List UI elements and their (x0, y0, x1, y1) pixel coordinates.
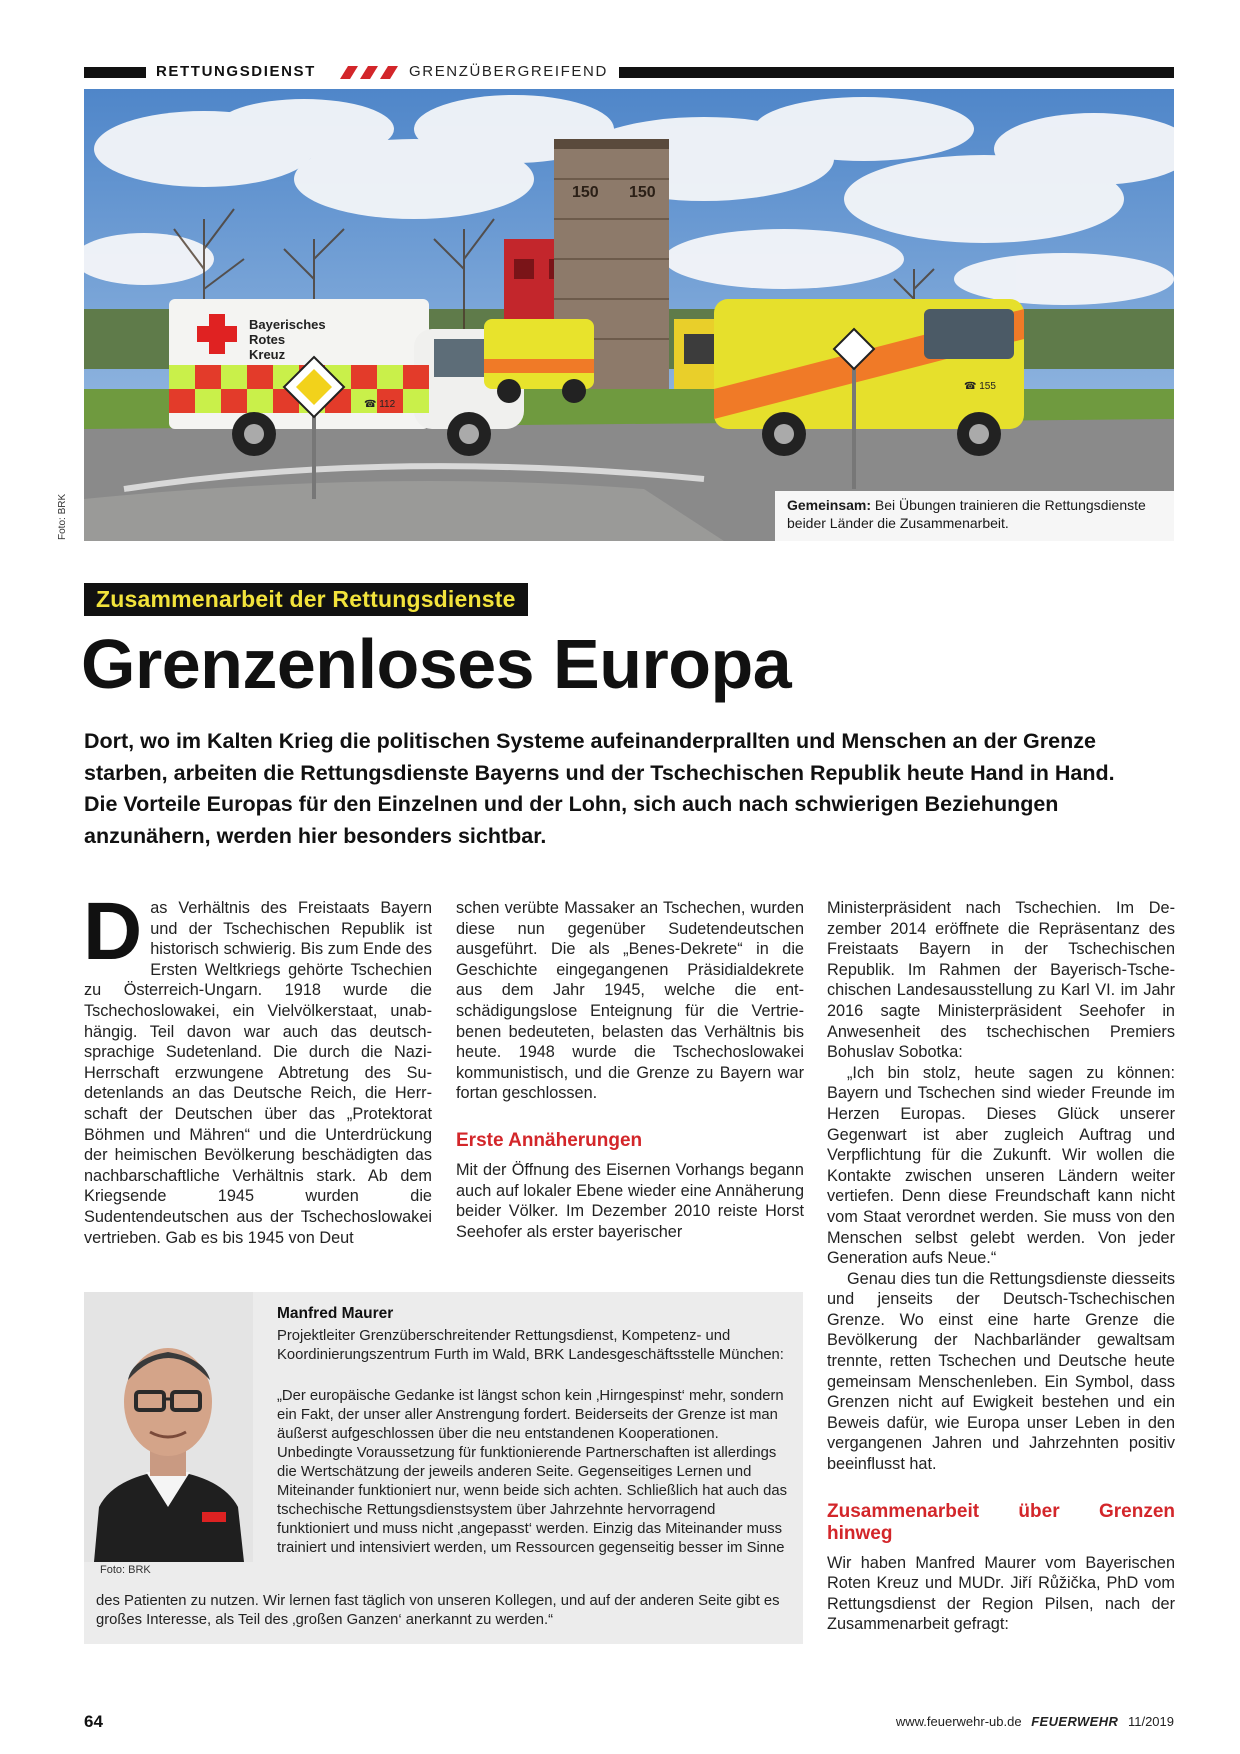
section-label: RETTUNGSDIENST (156, 63, 316, 80)
quote-text-block (277, 1304, 789, 1558)
tower-number-left: 150 (572, 184, 599, 201)
vehicle-label-line2: Rotes (249, 332, 286, 347)
column-3-text-1: Ministerpräsident nach Tschechien. Im Dezember 2014 eröffnete die Repräsentanz des Freistaats Bayern in der Tschechischen Republik. Im Rahmen der Bayerisch-Tschechischen Landesausstellung zu Karl VI. im Jahr 2016 sagte Ministerpräsident Seehofer in Anwesenheit des tschechischen Premiers Bohuslav Sobotka: (827, 899, 1175, 1062)
column-3-text-4: Wir haben Manfred Maurer vom Bayerischen Roten Kreuz und MUDr. Jiří Růžička, PhD vom Rettungsdienst der Region Pilsen, nach der Zusammenarbeit gefragt: (827, 1553, 1175, 1634)
quote-box (84, 1292, 803, 1644)
footer-url: www.feuerwehr-ub.de (895, 1714, 1022, 1729)
column-3-text-3: Genau dies tun die Rettungsdienste diesseits und jenseits der Deutsch-Tschechischen Grenze. Wo einst eine harte Grenze die Bevölkerung der Nachbarländer gewaltsam trennte, retten Tschechen und Deutsche heute gemeinsam Menschenleben. Ein Symbol, dass Grenzen nicht auf Ewigkeit bestehen und ein Beweis dafür, wie Europa unser Leben in den vergangenen Jahren und Jahrzehnten positiv beeinflusst hat. (827, 1269, 1175, 1474)
drop-cap: D (83, 886, 143, 977)
photo-caption (775, 491, 1174, 541)
tower-number-right: 150 (629, 184, 656, 201)
header-right-bar (619, 67, 1174, 78)
vehicle-label-line3: Kreuz (249, 347, 286, 362)
portrait-credit: Foto: BRK (100, 1564, 151, 1576)
header-left-bar (84, 67, 146, 78)
hero-photo (84, 89, 1174, 541)
article-column-2 (456, 898, 804, 1242)
seehofer-quote: „Ich bin stolz, heute sagen zu können: Bayern und Tschechen sind wieder Freunde im Herzen Europas. Dieses Glück unserer Gegenwart ist aber zugleich Auftrag und Verpflichtung für die Zukunft. Wir wollen die Kontakte zwischen unseren Ländern weiter vertiefen. Denn diese Freundschaft kann nicht vom Staat verordnet werden. Sie muss von den Menschen selbst gelebt werden. Von jeder Generation aufs Neue.“ (827, 1063, 1175, 1268)
caption-bold: Gemeinsam: (787, 497, 872, 513)
page-number: 64 (84, 1712, 103, 1731)
article-title: Grenzenloses Europa (81, 625, 792, 703)
quote-body-tail: des Patienten zu nutzen. Wir lernen fast täglich von unseren Kollegen, und auf der anderen Seite gibt es großes Interesse, als Teil des ‚großen Ganzen‘ anerkannt zu werden.“ (96, 1593, 780, 1628)
footer-issue: 11/2019 (1127, 1714, 1174, 1729)
section-header (84, 62, 1174, 82)
column-1-text: as Verhältnis des Freistaats Bayern und der Tschechischen Republik ist historisch schwierig. Bis zum Ende des Ersten Weltkriegs gehörte Tschechien zu Österreich-Ungarn. 1918 wurde die Tschechoslowakei, ein Vielvölkerstaat, unabhängig. Teil davon war auch das deutschsprachige Sudetenland. Die durch die Nazi-Herrschaft erzwungene Abtretung des Sudetenlands an das Deutsche Reich, die Herrschaft der Deutschen über das „Protektorat Böhmen und Mähren“ und die Unterdrückung der heimischen Bevölkerung beschädigten das nachbarschaftliche Verhältnis stark. Ab dem Kriegsende 1945 wurden die Sudentendeutschen aus der Tschechoslowakei vertrieben. Gab es bis 1945 von Deut (84, 899, 432, 1247)
article-kicker: Zusammenarbeit der Rettungsdienste (84, 583, 528, 616)
footer-brand: FEUERWEHR (1031, 1714, 1119, 1729)
subsection-label: GRENZÜBERGREIFEND (409, 63, 608, 80)
caption-text: Bei Übungen trainieren die Rettungsdienste beider Länder die Zusammenarbeit. (787, 497, 1146, 531)
subhead-zusammenarbeit: Zusammenarbeit über Grenzen hinweg (827, 1500, 1175, 1544)
footer-info (896, 1714, 1174, 1729)
article-column-1 (83, 886, 432, 1248)
article-column-3 (827, 898, 1175, 1635)
quote-role: Projektleiter Grenzüberschreitender Rettungsdienst, Kompetenz- und Koordinierungszentrum Furth im Wald, BRK Landesgeschäftsstelle München: (277, 1328, 784, 1363)
quote-name: Manfred Maurer (277, 1305, 394, 1322)
vehicle-phone-right: ☎ 155 (964, 381, 996, 392)
subhead-erste-annaeherungen: Erste Annäherungen (456, 1129, 643, 1151)
vehicle-phone-left: ☎ 112 (364, 399, 396, 410)
column-2-text: schen verübte Massaker an Tschechen, wurden diese nun gegenüber Sudetendeutschen ausgeführt. Die als „Benes-Dekrete“ in die Geschichte eingegangenen Präsidialdekrete aus dem Jahr 1945, welche die entschädigungslose Enteignung für die Vertriebenen bedeuteten, belasten das Verhältnis bis heute. 1948 wurde die Tschechoslowakei kommunistisch, und die Grenze zu Bayern war fortan geschlossen. (456, 899, 804, 1103)
column-2-text-2: Mit der Öffnung des Eisernen Vorhangs begann auch auf lokaler Ebene wieder eine Annäherung beider Völker. Im Dezember 2010 reiste Horst Seehofer als erster bayerischer (456, 1160, 804, 1241)
quote-body: „Der europäische Gedanke ist längst schon kein ‚Hirngespinst‘ mehr, sondern ein Fakt, der unser aller Anstrengung fordert. Beiderseits der Grenze ist man äußerst aufgeschlossen über die neu entstandenen Kooperationen. Unbedingte Voraussetzung für funktionierende Partnerschaften ist allerdings die Wertschätzung der jeweils anderen Seite. Gegenseitiges Lernen und Miteinander funktioniert nur, wenn beide sich achten. Schließlich hat auch das tschechische Rettungsdienstsystem über Jahrzehnte hervorragend funktioniert und muss nicht ‚angepasst‘ werden. Einzig das Miteinander muss trainiert und intensiviert werden, um Ressourcen gegenseitig besser im Sinne (277, 1388, 787, 1556)
portrait-photo (84, 1292, 253, 1562)
photo-credit: Foto: BRK (57, 493, 68, 540)
slash-divider-icon (334, 66, 400, 79)
article-lead: Dort, wo im Kalten Krieg die politischen Systeme aufeinanderprallten und Menschen an der Grenze starben, arbeiten die Rettungsdienste Bayerns und der Tschechischen Republik heute Hand in Hand. Die Vorteile Europas für den Einzelnen und der Lohn, sich auch nach schwierigen Beziehungen anzunähern, werden hier besonders sichtbar. (84, 729, 1115, 848)
vehicle-label-line1: Bayerisches (249, 317, 326, 332)
